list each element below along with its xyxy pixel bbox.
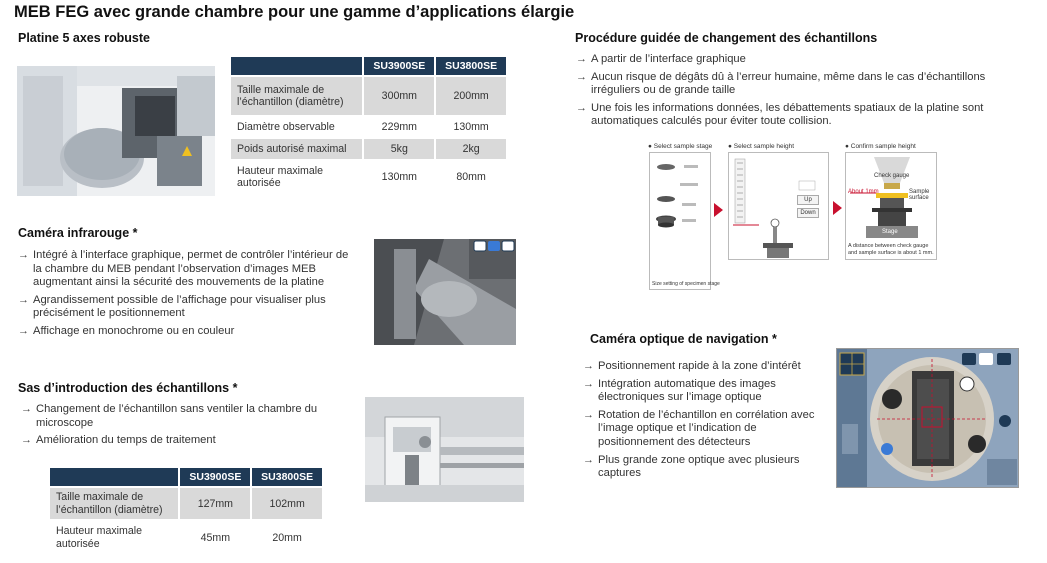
- list-item: → Une fois les informations données, les débattements spatiaux de la platine sont automatiques calculés pour éviter toute collision.: [576, 102, 1016, 129]
- table-row: Taille maximale de l’échantillon (diamètre) 127mm 102mm: [50, 488, 322, 519]
- guided-steps-diagram: [648, 143, 938, 293]
- airlock-photo: [365, 397, 524, 502]
- list-item: → Intégration automatique des images électroniques sur l’image optique: [583, 378, 823, 405]
- list-item: → Rotation de l’échantillon en corrélation avec l’image optique et l’indication de positionnement des détecteurs: [583, 409, 823, 450]
- table-header-blank: [50, 468, 178, 486]
- ir-camera-illustration: [374, 239, 516, 345]
- table-row: Taille maximale de l’échantillon (diamètre) 300mm 200mm: [231, 77, 506, 115]
- airlock-illustration: [365, 397, 524, 502]
- step1-footer: Size setting of specimen stage: [652, 281, 720, 287]
- up-button[interactable]: Up: [797, 195, 819, 205]
- step2-panel: [728, 152, 829, 260]
- step2-height-scale: [729, 153, 830, 261]
- nav-camera-list: [583, 360, 823, 485]
- step1-stages: [650, 153, 712, 273]
- stage-illustration: [17, 66, 215, 196]
- table-header-blank: [231, 57, 362, 75]
- step-arrow-icon: [714, 203, 723, 217]
- sample-surface-label: Sample surface: [909, 189, 930, 201]
- table-row: Hauteur maximale autorisée 45mm 20mm: [56, 525, 302, 550]
- stage-photo: [17, 66, 215, 196]
- nav-camera-illustration: [837, 349, 1019, 488]
- list-item: → Affichage en monochrome ou en couleur: [18, 325, 358, 339]
- step3-label: ● Confirm sample height: [845, 143, 916, 150]
- list-item: → Positionnement rapide à la zone d’intérêt: [583, 360, 823, 374]
- page-title: MEB FEG avec grande chambre pour une gamme d’applications élargie: [14, 3, 575, 21]
- list-item: → Intégré à l’interface graphique, permet de contrôler l’intérieur de la chambre du MEB pendant l’observation d’images MEB augmentant ainsi la sécurité des mouvements de la platine: [18, 249, 358, 290]
- airlock-list: [21, 403, 356, 452]
- step2-label: ● Select sample height: [728, 143, 795, 150]
- ir-camera-list: [18, 249, 358, 343]
- table-header-su3900se: SU3900SE: [180, 468, 250, 486]
- list-item: → Aucun risque de dégâts dû à l’erreur humaine, même dans le cas d’échantillons irréguliers ou de grande taille: [576, 71, 1016, 98]
- ir-camera-heading: Caméra infrarouge *: [18, 226, 138, 240]
- airlock-heading: Sas d’introduction des échantillons *: [18, 381, 238, 395]
- guided-list: [576, 53, 1016, 133]
- step3-icon: ●: [845, 143, 849, 150]
- table-header-su3800se: SU3800SE: [252, 468, 322, 486]
- check-gauge-label: Check gauge: [874, 173, 910, 179]
- table-header-su3800se: SU3800SE: [436, 57, 506, 75]
- list-item: → Amélioration du temps de traitement: [21, 434, 356, 448]
- stage-spec-table: [229, 55, 508, 195]
- table-row: Poids autorisé maximal 5kg 2kg: [231, 139, 506, 159]
- step3-panel: [845, 152, 937, 260]
- step1-panel: [649, 152, 720, 290]
- guided-heading: Procédure guidée de changement des échantillons: [575, 31, 878, 45]
- step2-icon: ●: [728, 143, 732, 150]
- list-item: → Agrandissement possible de l’affichage pour visualiser plus précisément le positionnement: [18, 294, 358, 321]
- stage-label: Stage: [882, 229, 898, 235]
- step1-label: ● Select sample stage: [648, 143, 713, 150]
- down-button[interactable]: Down: [797, 208, 819, 218]
- step1-icon: ●: [648, 143, 652, 150]
- list-item: → A partir de l’interface graphique: [576, 53, 1016, 67]
- about-label: About 1mm: [848, 189, 879, 195]
- airlock-spec-table: [48, 466, 324, 556]
- step-arrow-icon: [833, 201, 842, 215]
- nav-camera-heading: Caméra optique de navigation *: [590, 332, 777, 346]
- nav-camera-screenshot: [836, 348, 1019, 488]
- list-item: → Changement de l’échantillon sans ventiler la chambre du microscope: [21, 403, 356, 430]
- distance-note: A distance between check gauge and sample surface is about 1 mm.: [848, 243, 934, 256]
- list-item: → Plus grande zone optique avec plusieurs captures: [583, 454, 823, 481]
- stage-heading: Platine 5 axes robuste: [18, 31, 151, 45]
- table-row: Diamètre observable 229mm 130mm: [237, 120, 489, 133]
- ir-camera-photo: [374, 239, 516, 345]
- table-header-su3900se: SU3900SE: [364, 57, 434, 75]
- table-row: Hauteur maximale autorisée 130mm 80mm: [237, 164, 486, 189]
